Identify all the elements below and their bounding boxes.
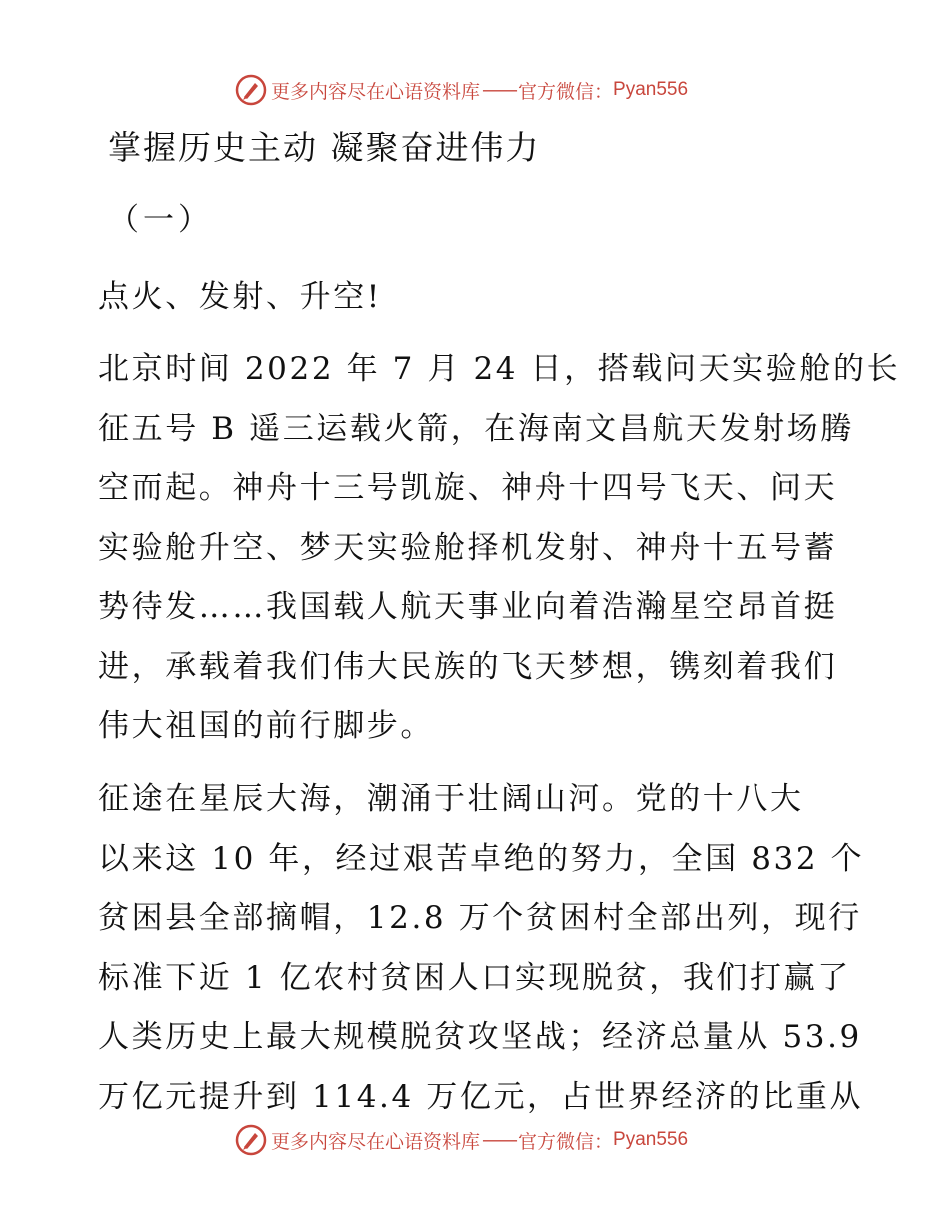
watermark-text: 更多内容尽在心语资料库 xyxy=(271,1130,481,1153)
paragraph-line: 北京时间 2022 年 7 月 24 日，搭载问天实验舱的长 xyxy=(98,351,901,387)
pen-logo-icon xyxy=(235,1124,267,1156)
paragraph-2 xyxy=(98,340,901,757)
paragraph-line: 点火、发射、升空! xyxy=(98,279,382,315)
paragraph-line: 标准下近 1 亿农村贫困人口实现脱贫，我们打赢了 xyxy=(98,959,851,996)
watermark-text: 更多内容尽在心语资料库 xyxy=(271,80,481,103)
paragraph-line: 万亿元提升到 114.4 万亿元，占世界经济的比重从 xyxy=(98,1078,864,1115)
paragraph-line: 空而起。神舟十三号凯旋、神舟十四号飞天、问天 xyxy=(98,470,838,506)
paragraph-1 xyxy=(98,268,868,328)
document-title: 掌握历史主动 凝聚奋进伟力 xyxy=(108,128,541,167)
paragraph-line: 势待发……我国载人航天事业向着浩瀚星空昂首挺 xyxy=(98,589,838,625)
paragraph-line: 进，承载着我们伟大民族的飞天梦想，镌刻着我们 xyxy=(98,648,838,685)
watermark-dash: —— xyxy=(482,79,517,101)
watermark-dash: —— xyxy=(482,1129,517,1151)
paragraph-line: 伟大祖国的前行脚步。 xyxy=(98,708,434,744)
watermark-wechat-id: Pyan556 xyxy=(613,79,689,100)
section-number: （一） xyxy=(108,202,213,238)
watermark-wechat-id: Pyan556 xyxy=(613,1129,689,1150)
pen-logo-icon xyxy=(235,74,267,106)
paragraph-line: 贫困县全部摘帽，12.8 万个贫困村全部出列，现行 xyxy=(98,900,862,936)
paragraph-3 xyxy=(98,770,868,1127)
paragraph-line: 以来这 10 年，经过艰苦卓绝的努力，全国 832 个 xyxy=(98,840,865,877)
watermark-contact-label: 官方微信： xyxy=(518,1130,614,1153)
paragraph-line: 征五号 B 遥三运载火箭，在海南文昌航天发射场腾 xyxy=(98,410,854,447)
paragraph-line: 人类历史上最大规模脱贫攻坚战；经济总量从 53.9 xyxy=(98,1019,862,1055)
header-watermark xyxy=(235,72,688,108)
footer-watermark xyxy=(235,1122,688,1158)
paragraph-line: 征途在星辰大海，潮涌于壮阔山河。党的十八大 xyxy=(98,781,804,817)
watermark-contact-label: 官方微信： xyxy=(518,80,614,103)
paragraph-line: 实验舱升空、梦天实验舱择机发射、神舟十五号蓄 xyxy=(98,529,838,566)
